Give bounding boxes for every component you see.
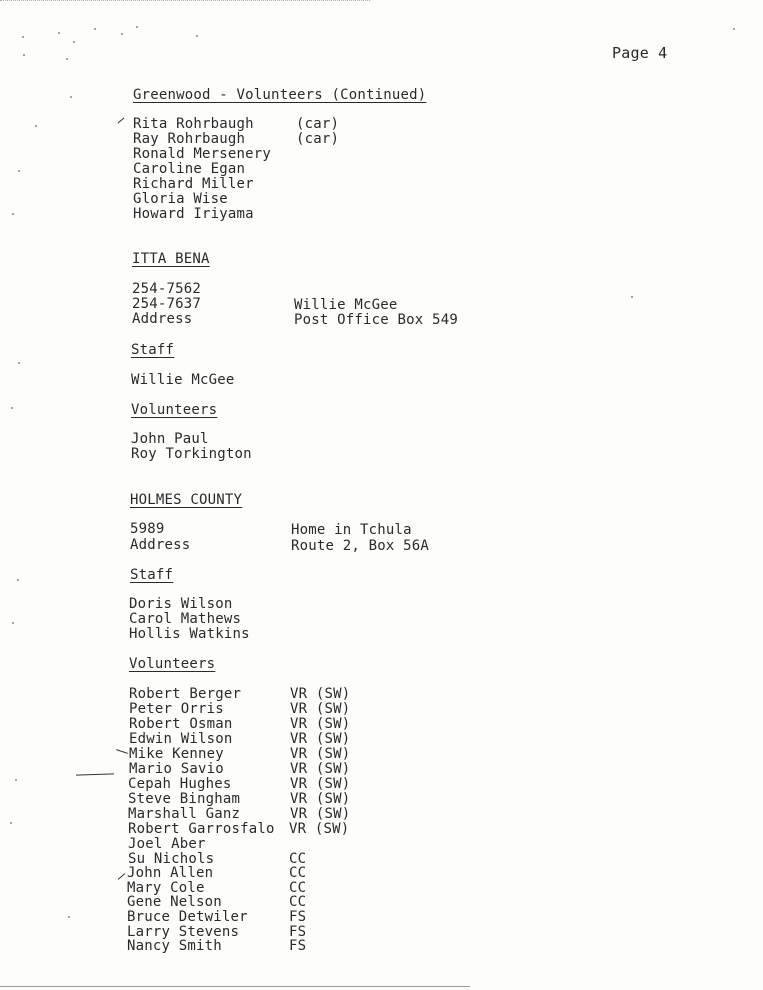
volunteer-name: Edwin Wilson [129,731,233,747]
volunteer-role: VR (SW) [290,731,351,747]
pen-tick-mark [118,118,125,124]
volunteer-name: Steve Bingham [128,791,241,807]
volunteer-name: Gene Nelson [127,894,222,910]
volunteer-role: CC [289,894,307,910]
pen-tick-mark [116,749,128,754]
itta-bena-phone: 254-7562 [132,281,202,297]
volunteer-role: VR (SW) [290,776,351,792]
greenwood-name: Richard Miller [133,176,254,192]
volunteer-name: Robert Garrosfalo [128,821,275,837]
itta-bena-staff-heading: Staff [131,342,175,358]
volunteer-role: FS [289,909,307,925]
bottom-edge-line [0,986,470,987]
volunteer-role: VR (SW) [290,761,351,777]
volunteer-role: VR (SW) [290,716,351,732]
itta-bena-phone: 254-7637 [132,296,202,312]
volunteer-role: CC [289,880,307,896]
volunteer-role: VR (SW) [290,686,351,702]
itta-bena-address-label: Address [132,311,193,327]
volunteer-role: VR (SW) [290,791,351,807]
greenwood-name: Ray Rohrbaugh [133,131,246,147]
top-edge-line [0,0,370,2]
holmes-county-volunteers-heading: Volunteers [129,656,216,672]
holmes-county-phone: 5989 [130,521,165,537]
greenwood-note: (car) [296,131,340,147]
greenwood-heading: Greenwood - Volunteers (Continued) [133,87,427,103]
volunteer-name: Cepah Hughes [128,776,232,792]
greenwood-name: Rita Rohrbaugh [133,116,254,132]
volunteer-name: Mary Cole [127,880,205,896]
itta-bena-volunteer: Roy Torkington [131,446,252,462]
volunteer-role: VR (SW) [290,701,351,717]
volunteer-role: CC [289,851,307,867]
volunteer-role: VR (SW) [289,821,350,837]
volunteer-name: Mike Kenney [129,746,224,762]
volunteer-role: VR (SW) [290,746,351,762]
holmes-county-address-label: Address [130,537,191,553]
greenwood-name: Howard Iriyama [133,206,254,222]
volunteer-name: Joel Aber [128,836,206,852]
itta-bena-contact: Willie McGee [294,297,398,313]
volunteer-name: Robert Osman [129,716,233,732]
volunteer-name: Nancy Smith [127,938,222,954]
holmes-county-staff: Hollis Watkins [129,626,250,642]
greenwood-name: Gloria Wise [133,191,228,207]
greenwood-name: Ronald Mersenery [133,146,272,162]
holmes-county-staff: Carol Mathews [129,611,242,627]
itta-bena-address: Post Office Box 549 [294,312,458,328]
volunteer-name: Su Nichols [128,851,215,867]
pen-tick-mark [76,773,114,775]
pen-tick-mark [118,873,126,880]
volunteer-name: John Allen [127,865,214,881]
volunteer-name: Robert Berger [129,686,242,702]
volunteer-name: Marshall Ganz [128,806,241,822]
holmes-county-staff: Doris Wilson [129,596,233,612]
page-number: Page 4 [612,44,668,62]
itta-bena-volunteers-heading: Volunteers [131,402,218,418]
itta-bena-staff: Willie McGee [131,372,235,388]
holmes-county-heading: HOLMES COUNTY [130,492,243,508]
volunteer-name: Mario Savio [129,761,224,777]
holmes-county-home: Home in Tchula [291,522,412,538]
greenwood-note: (car) [296,116,340,132]
volunteer-name: Peter Orris [129,701,224,717]
itta-bena-heading: ITTA BENA [132,251,210,267]
holmes-county-address: Route 2, Box 56A [291,538,430,554]
volunteer-role: CC [289,865,307,881]
holmes-county-staff-heading: Staff [130,567,174,583]
volunteer-name: Bruce Detwiler [127,909,248,925]
volunteer-role: FS [289,924,307,940]
volunteer-role: FS [289,938,307,954]
volunteer-name: Larry Stevens [127,924,240,940]
volunteer-role: VR (SW) [290,806,351,822]
itta-bena-volunteer: John Paul [131,431,209,447]
greenwood-name: Caroline Egan [133,161,246,177]
